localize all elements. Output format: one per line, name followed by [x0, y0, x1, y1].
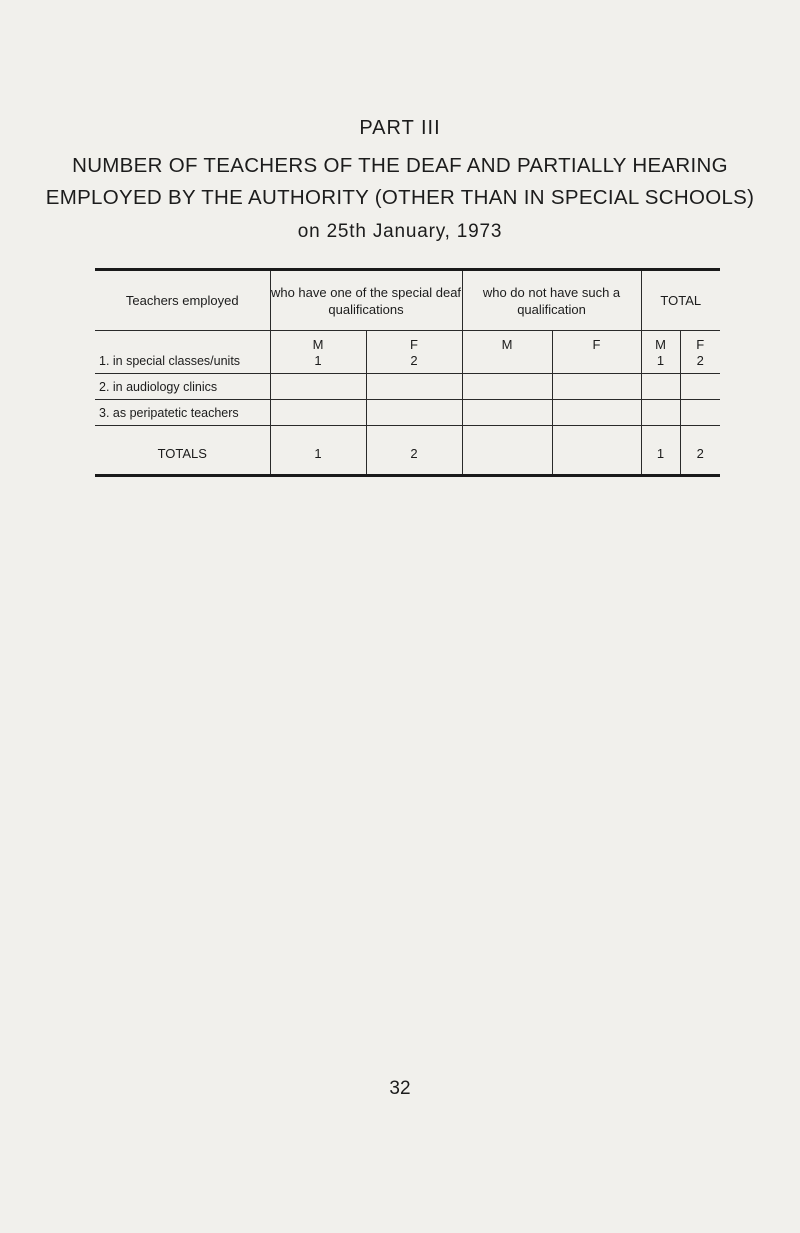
table-cell [366, 374, 462, 400]
document-title [0, 150, 800, 248]
header-teachers-employed: Teachers employed [95, 270, 270, 331]
total-male: 1 [641, 426, 680, 476]
row-label: 1. in special classes/units [95, 331, 270, 374]
row-label: 2. in audiology clinics [95, 374, 270, 400]
cell-qualified-male [270, 331, 366, 374]
row-label: 3. as peripatetic teachers [95, 400, 270, 426]
cell-not-qualified-female [552, 331, 641, 374]
title-line-2: EMPLOYED BY THE AUTHORITY (OTHER THAN IN SPECIAL SCHOOLS) [45, 186, 755, 209]
total-not-qualified-female [552, 426, 641, 476]
total-qualified-female: 2 [366, 426, 462, 476]
value: 1 [656, 353, 665, 368]
table-cell [680, 400, 720, 426]
cell-qualified-female [366, 331, 462, 374]
table-cell [462, 400, 552, 426]
title-line-1: NUMBER OF TEACHERS OF THE DEAF AND PARTIALLY HEARING [72, 154, 728, 177]
table-header-row [95, 270, 720, 331]
subheader-female: F [410, 337, 418, 352]
subheader-male: M [312, 337, 324, 352]
title-date-line: on 25th January, 1973 [297, 221, 503, 242]
subheader-female: F [592, 337, 601, 352]
header-qualified: who have one of the special deaf qualifications [270, 270, 462, 331]
totals-row [95, 426, 720, 476]
table-cell [641, 400, 680, 426]
page-number: 32 [389, 1078, 411, 1099]
part-heading: PART III [359, 117, 441, 139]
cell-total-female [680, 331, 720, 374]
header-total: TOTAL [641, 270, 720, 331]
table-row [95, 331, 720, 374]
cell-total-male [641, 331, 680, 374]
table-row [95, 374, 720, 400]
value: 2 [410, 353, 418, 368]
subheader-female: F [696, 337, 705, 352]
table-cell [270, 374, 366, 400]
table-cell [552, 374, 641, 400]
cell-not-qualified-male [462, 331, 552, 374]
value [463, 353, 552, 369]
table-cell [641, 374, 680, 400]
teachers-table [95, 268, 720, 477]
subheader-male: M [501, 337, 513, 352]
subheader-male: M [655, 337, 666, 352]
table-cell [270, 400, 366, 426]
table-cell [462, 374, 552, 400]
header-not-qualified: who do not have such a qualification [462, 270, 641, 331]
total-not-qualified-male [462, 426, 552, 476]
totals-label: TOTALS [157, 445, 207, 461]
value: 2 [696, 353, 704, 368]
total-qualified-male: 1 [270, 426, 366, 476]
table-cell [552, 400, 641, 426]
table-row [95, 400, 720, 426]
table-cell [680, 374, 720, 400]
value [553, 353, 641, 369]
value: 1 [314, 353, 322, 368]
total-female: 2 [680, 426, 720, 476]
table-cell [366, 400, 462, 426]
